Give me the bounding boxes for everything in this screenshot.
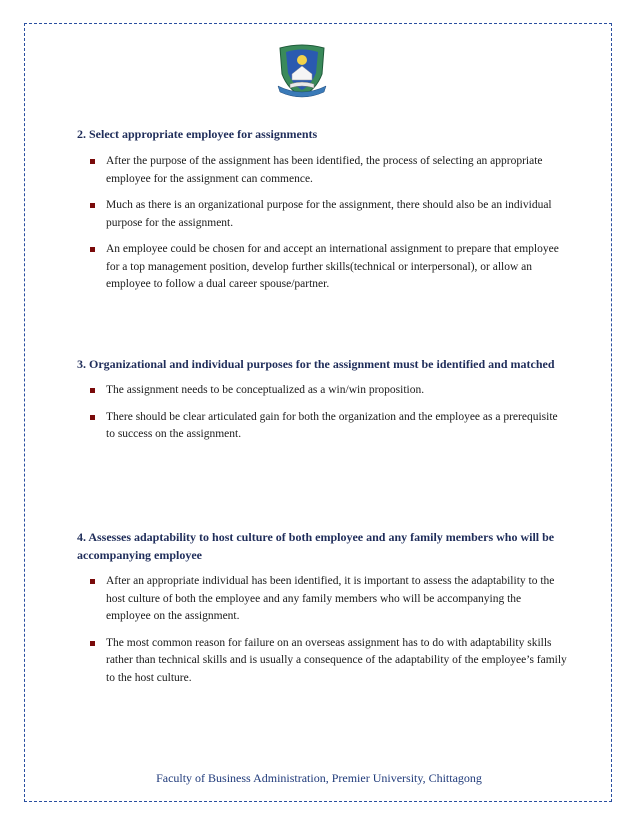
- list-item: The most common reason for failure on an overseas assignment has to do with adaptability skills rather than technical skills and is usually a consequence of the adaptability of the employee’s family to the host culture.: [77, 635, 567, 688]
- square-bullet-icon: [90, 159, 95, 164]
- section-heading: 3. Organizational and individual purposes for the assignment must be identified and matched: [77, 357, 555, 371]
- list-item: Much as there is an organizational purpose for the assignment, there should also be an individual purpose for the assignment.: [77, 197, 567, 232]
- section-heading: 2. Select appropriate employee for assignments: [77, 127, 318, 141]
- section-heading: 4. Assesses adaptability to host culture of both employee and any family members who will be accompanying employee: [77, 530, 555, 562]
- list-item: An employee could be chosen for and accept an international assignment to prepare that employee for a top management position, develop further skills(technical or interpersonal), or allow an employee to follow a dual career spouse/partner.: [77, 241, 567, 294]
- square-bullet-icon: [90, 247, 95, 252]
- list-item: The assignment needs to be conceptualized as a win/win proposition.: [77, 382, 567, 400]
- list-item: After the purpose of the assignment has been identified, the process of selecting an appropriate employee for the assignment can commence.: [77, 153, 567, 188]
- section-organizational-purposes: [77, 355, 567, 444]
- section-select-employee: [77, 125, 567, 294]
- section-adaptability: [77, 528, 567, 687]
- square-bullet-icon: [90, 415, 95, 420]
- bullet-list: [77, 382, 567, 444]
- list-item: After an appropriate individual has been identified, it is important to assess the adaptability to the host culture of both the employee and any family members who will be accompanying the employee on the assignment.: [77, 573, 567, 626]
- square-bullet-icon: [90, 641, 95, 646]
- bullet-list: [77, 573, 567, 687]
- university-crest-icon: [274, 40, 330, 98]
- square-bullet-icon: [90, 388, 95, 393]
- square-bullet-icon: [90, 203, 95, 208]
- list-item: There should be clear articulated gain for both the organization and the employee as a prerequisite to success on the assignment.: [77, 409, 567, 444]
- square-bullet-icon: [90, 579, 95, 584]
- page-footer: Faculty of Business Administration, Premier University, Chittagong: [156, 771, 482, 785]
- bullet-list: [77, 153, 567, 294]
